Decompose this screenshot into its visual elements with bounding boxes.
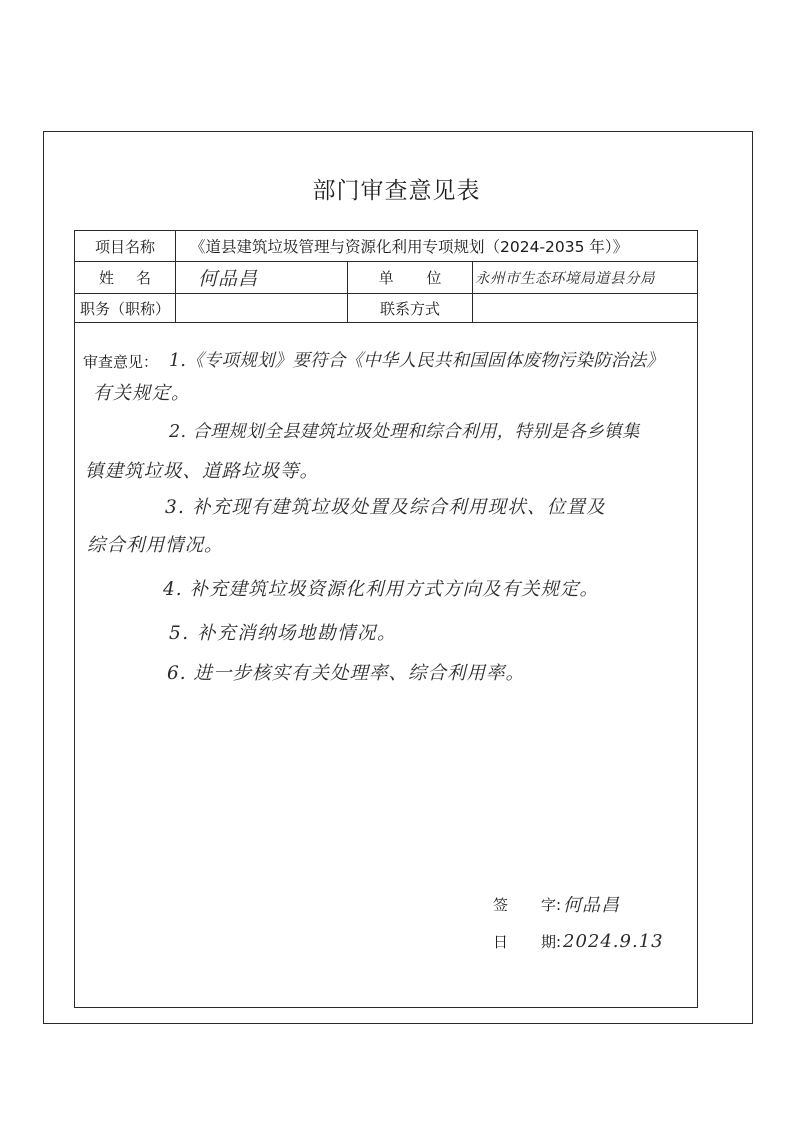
project-row: [75, 231, 697, 262]
opinion-line-2: 有关规定。: [93, 383, 191, 404]
name-unit-row: [75, 262, 697, 294]
opinion-line-3: 2. 合理规划全县建筑垃圾处理和综合利用，特别是各乡镇集: [169, 422, 640, 442]
unit-value: 永州市生态环境局道县分局: [472, 262, 697, 293]
name-value: 何品昌: [175, 262, 347, 293]
opinion-line-6: 综合利用情况。: [87, 535, 224, 556]
opinion-line-1: 1.《专项规划》要符合《中华人民共和国固体废物污染防治法》: [169, 351, 664, 371]
date-row: [493, 931, 664, 952]
duty-label: 职务（职称）: [79, 299, 170, 318]
duty-contact-row: [75, 294, 697, 323]
opinion-line-9: 6. 进一步核实有关处理率、综合利用率。: [167, 663, 526, 684]
name-label: 姓名: [98, 269, 173, 287]
signature-value: 何品昌: [563, 895, 620, 916]
form-title: 部门审查意见表: [312, 178, 481, 204]
opinion-line-8: 5. 补充消纳场地勘情况。: [169, 623, 398, 644]
contact-label: 联系方式: [347, 294, 472, 322]
duty-value: [175, 294, 347, 322]
review-form-table: [74, 230, 698, 1008]
opinion-area: [75, 323, 697, 1007]
contact-value: [472, 294, 697, 322]
date-value: 2024.9.13: [563, 931, 664, 952]
opinion-line-7: 4. 补充建筑垃圾资源化利用方式方向及有关规定。: [163, 579, 600, 600]
unit-label: 单 位: [347, 262, 472, 293]
opinion-line-4: 镇建筑垃圾、道路垃圾等。: [85, 461, 320, 482]
signature-label: 签 字:: [493, 895, 561, 914]
project-label: 项目名称: [94, 237, 155, 256]
project-value: 《道县建筑垃圾管理与资源化利用专项规划（2024-2035 年）》: [175, 231, 697, 261]
date-label: 日 期:: [493, 933, 561, 951]
opinion-line-5: 3. 补充现有建筑垃圾处置及综合利用现状、位置及: [165, 497, 606, 518]
signature-row: [493, 891, 620, 917]
opinion-label: 审查意见：: [83, 353, 159, 371]
